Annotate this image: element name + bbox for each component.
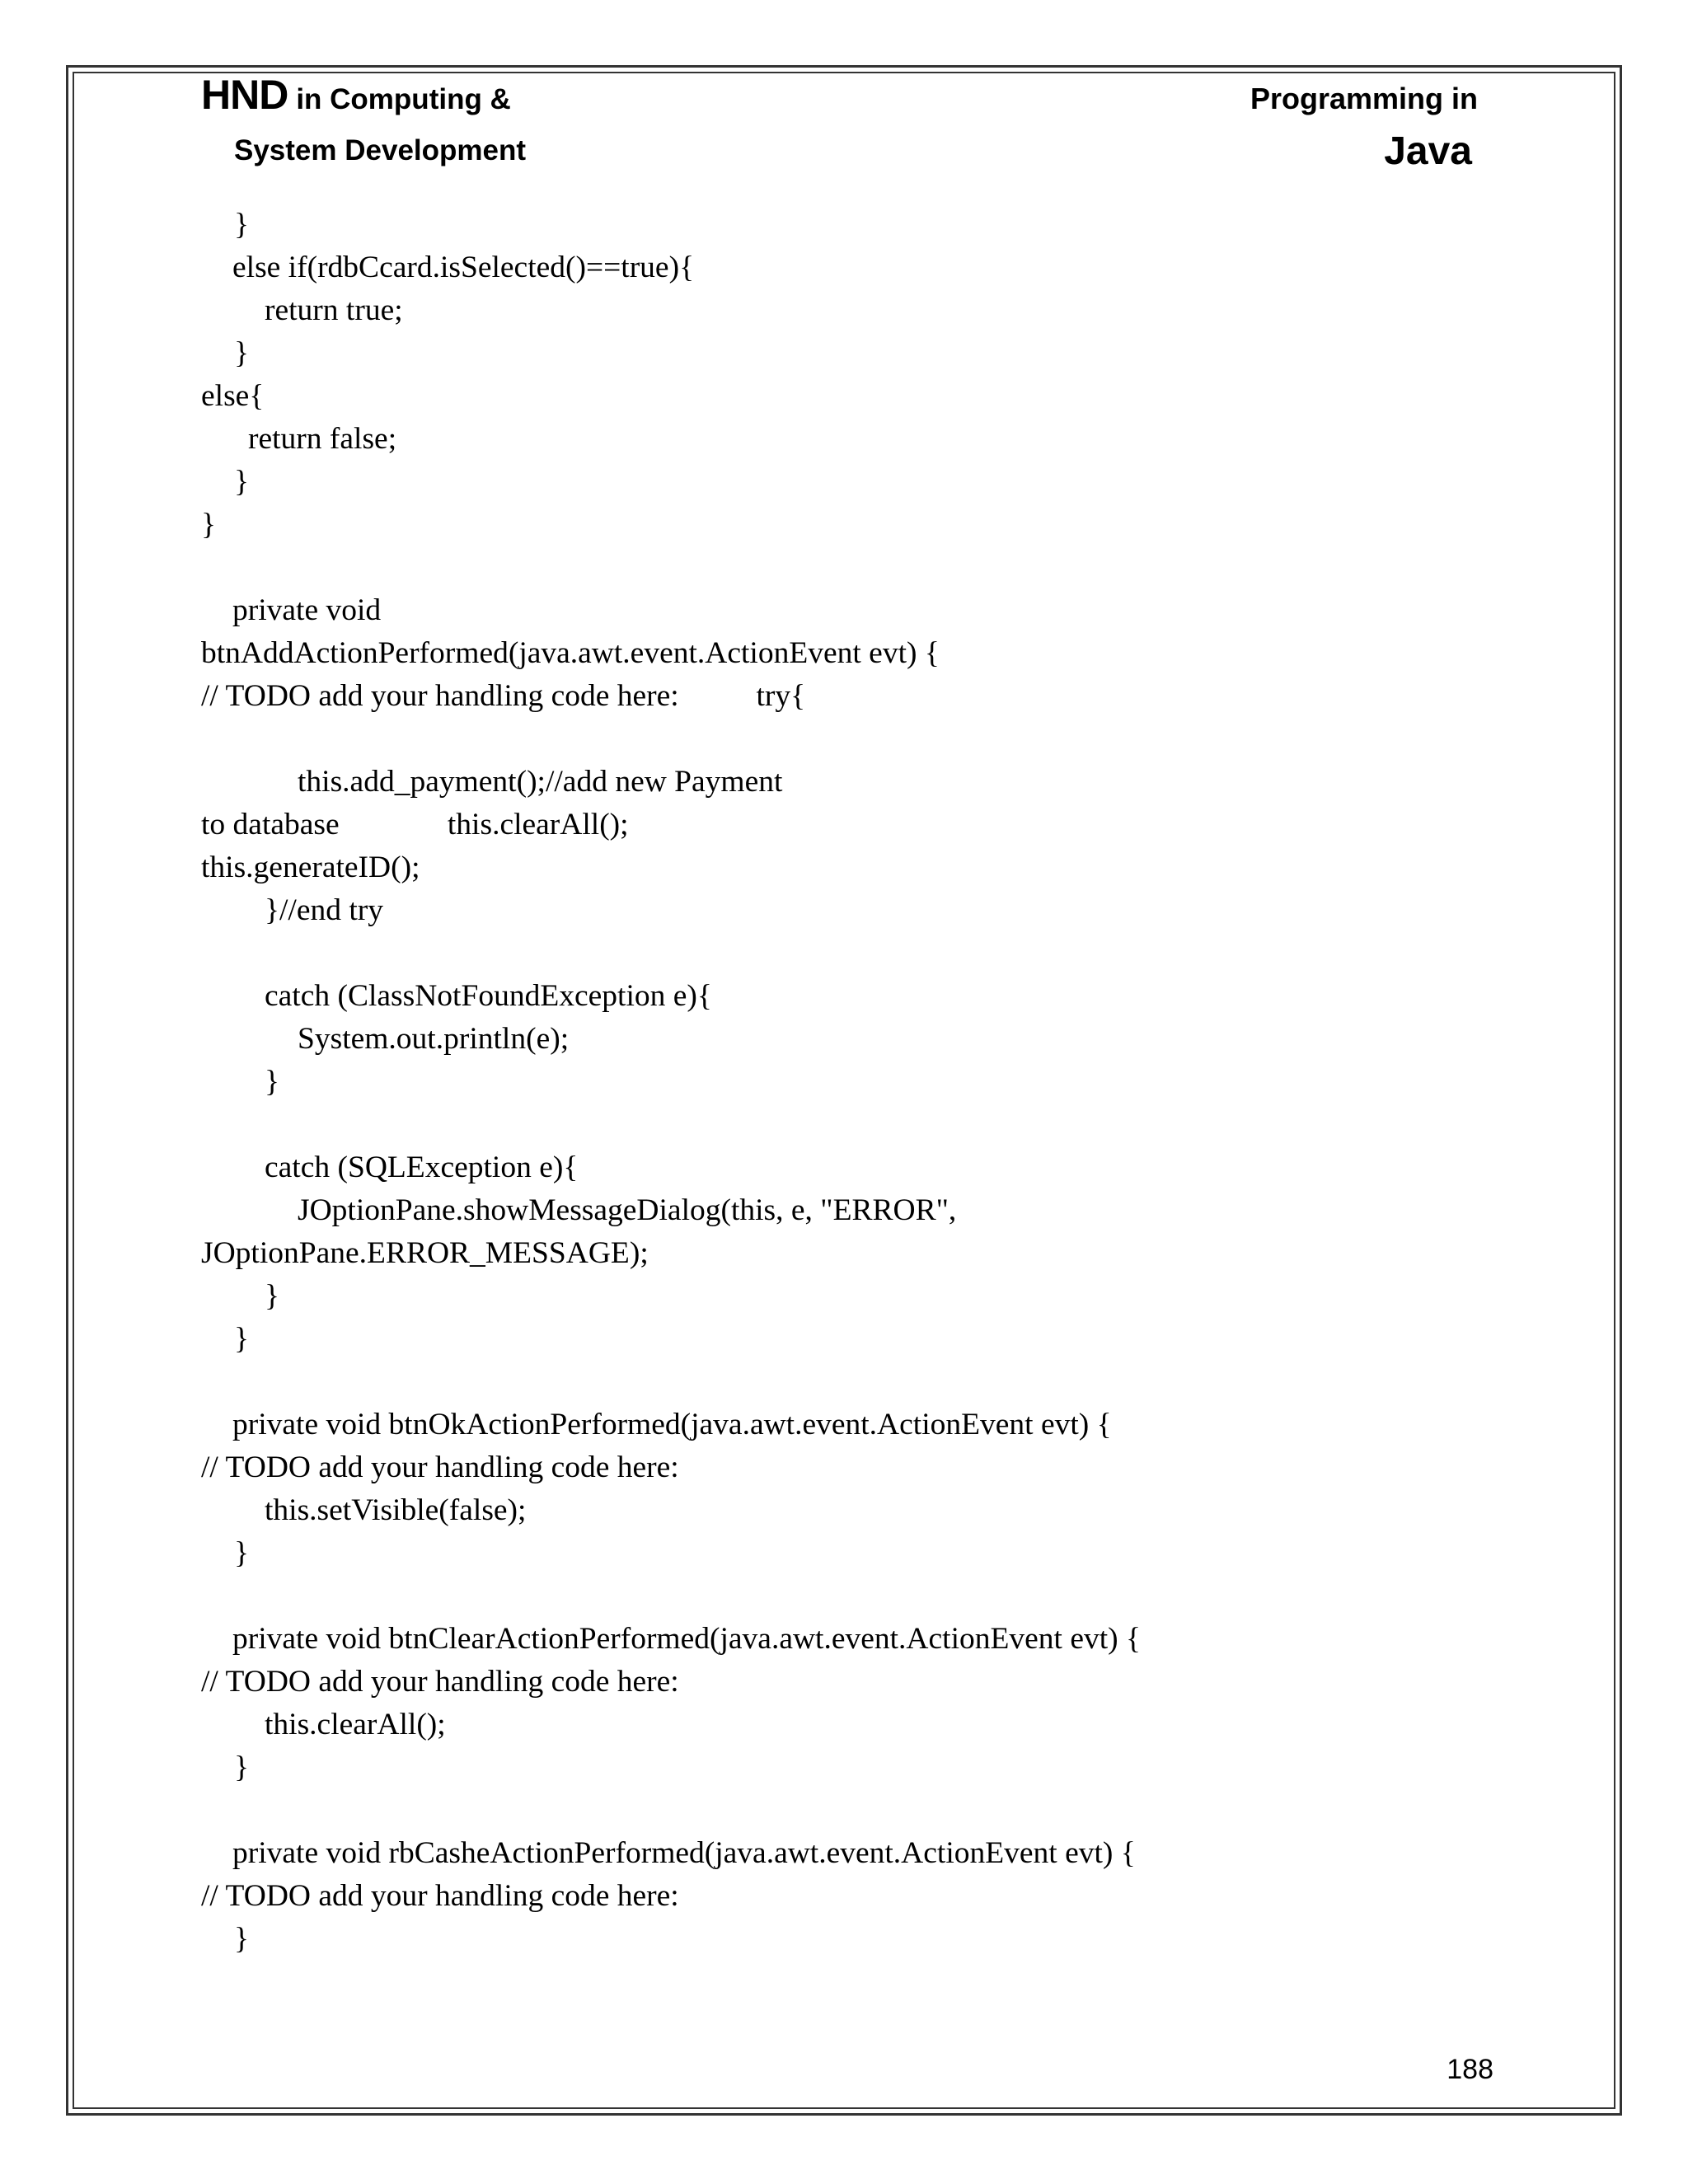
code-line: }//end try [265,893,384,927]
header-hnd-label: HND [201,72,288,118]
code-line: // TODO add your handling code here: [201,1879,679,1913]
code-line: return false; [248,422,397,456]
header-course-name: in Computing & [296,83,511,115]
code-line: return true; [265,293,403,327]
code-line: private void rbCasheActionPerformed(java.awt.event.ActionEvent evt) { [232,1836,1136,1870]
code-line: // TODO add your handling code here: try{ [201,679,806,713]
page-number: 188 [1447,2054,1493,2085]
header-module-title: Programming in [1250,82,1478,115]
code-line: // TODO add your handling code here: [201,1451,679,1484]
code-line: this.clearAll(); [265,1708,446,1741]
code-line: } [234,1536,249,1570]
code-line: } [234,1322,249,1356]
header-module-language: Java [1384,129,1472,173]
code-line: this.setVisible(false); [265,1493,527,1527]
code-line: this.add_payment();//add new Payment [298,765,783,799]
code-line: } [234,1922,249,1956]
code-line: catch (SQLException e){ [265,1151,579,1184]
code-line: } [234,336,249,370]
code-line: } [265,1065,279,1099]
code-line: JOptionPane.ERROR_MESSAGE); [201,1236,649,1270]
code-line: this.generateID(); [201,851,420,884]
code-line: else{ [201,379,265,413]
code-line: private void btnClearActionPerformed(java.awt.event.ActionEvent evt) { [232,1622,1142,1656]
code-line: } [265,1279,279,1313]
code-line: catch (ClassNotFoundException e){ [265,979,712,1013]
code-line: System.out.println(e); [298,1022,570,1056]
code-line: } [201,508,216,541]
code-line: to database this.clearAll(); [201,808,629,841]
page-border-inner [73,72,1615,2109]
code-line: else if(rdbCcard.isSelected()==true){ [232,251,695,284]
code-line: } [234,465,249,499]
code-line: btnAddActionPerformed(java.awt.event.ActionEvent evt) { [201,636,940,670]
header-course-title [201,71,511,119]
code-line: JOptionPane.showMessageDialog(this, e, "ERROR", [298,1193,957,1227]
code-line: private void [232,593,382,627]
code-line: // TODO add your handling code here: [201,1665,679,1699]
code-line: } [234,1750,249,1784]
code-line: } [234,208,249,241]
header-course-subtitle: System Development [234,134,527,166]
code-line: private void btnOkActionPerformed(java.awt.event.ActionEvent evt) { [232,1408,1112,1441]
